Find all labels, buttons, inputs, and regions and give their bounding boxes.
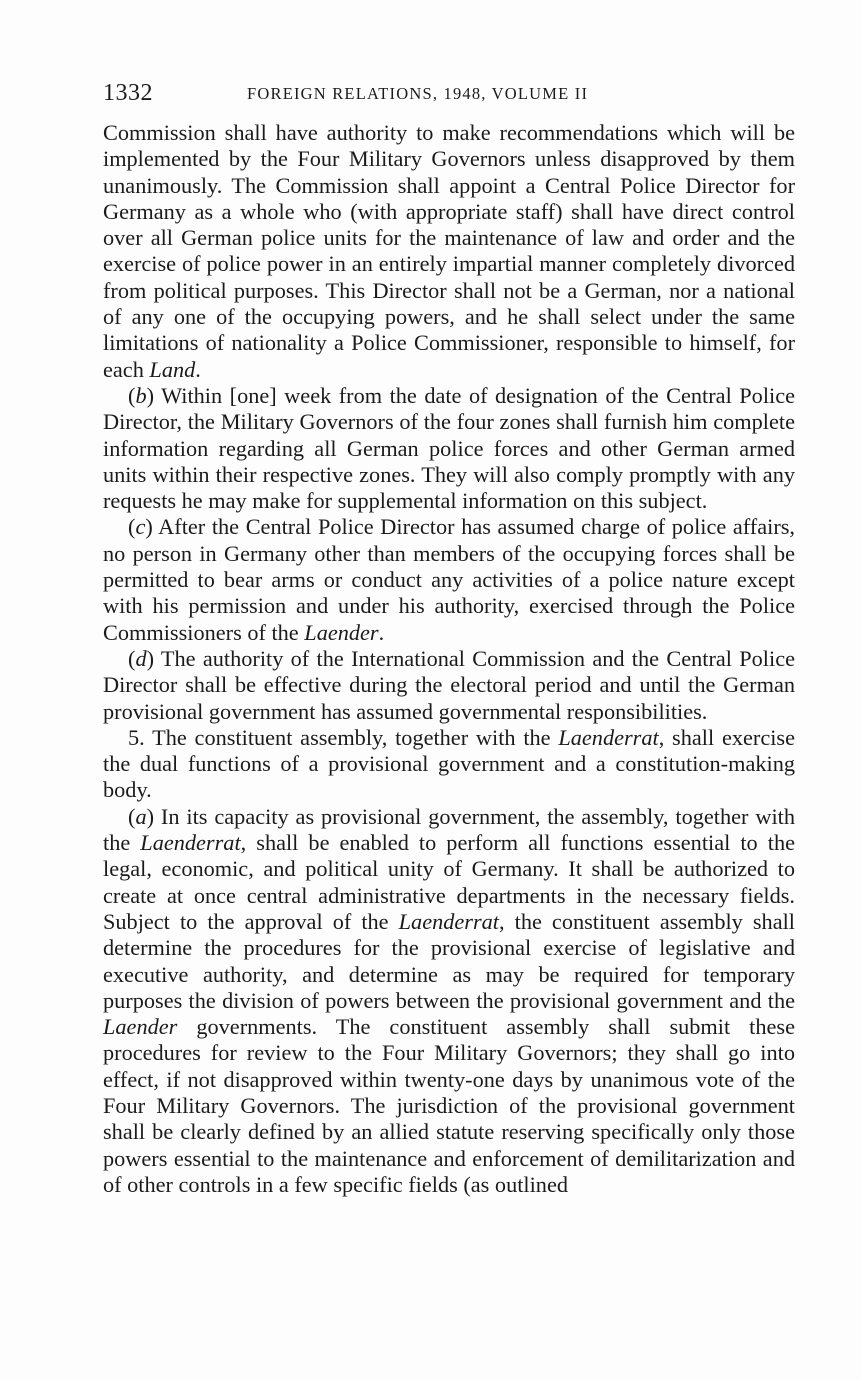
running-head: FOREIGN RELATIONS, 1948, VOLUME II (247, 84, 589, 103)
text-run: ( (128, 382, 136, 408)
text-run: , the constituent assembly shall determine the procedures for the provisional exercise of legislative and executive authority, and determine as may be required for temporary purposes the division of powers between the provisional government and the (103, 908, 795, 1013)
text-run: ) The authority of the International Commission and the Central Police Director shall be effective during the electoral period and until the German provisional government has assumed governmental responsibilities. (103, 645, 795, 724)
italic-term: Laender (304, 619, 379, 645)
italic-term: Laenderrat (140, 830, 241, 856)
text-run: ) After the Central Police Director has assumed charge of police affairs, no person in Germany other than members of the occupying forces shall be permitted to bear arms or conduct any activities of a police nature except with his permission and under his authority, exercised through the Police Commissioners of the (103, 514, 795, 645)
text-run: . (378, 619, 385, 645)
italic-term: Laenderrat (398, 908, 499, 934)
body-text (103, 120, 795, 1198)
text-run: , shall exercise the dual functions of a provisional government and a constitution-making body. (103, 724, 795, 803)
text-run: 5. The constituent assembly, together with the (128, 724, 559, 750)
item-label: a (135, 803, 147, 829)
paragraph-commission-authority (103, 120, 795, 383)
text-run: ) In its capacity as provisional government, the assembly, together with the (103, 803, 795, 856)
item-label: d (135, 645, 147, 671)
text-run: Commission shall have authority to make recommendations which will be implemented by the Four Military Governors unless disapproved by them unanimously. The Commission shall appoint a Central Police Director for Germany as a whole who (with appropriate staff) shall have direct control over all German police units for the maintenance of law and order and the exercise of police power in an entirely impartial manner completely divorced from political purposes. This Director shall not be a German, nor a national of any one of the occupying powers, and he shall select under the same limitations of nationality a Police Commissioner, responsible to himself, for each (103, 120, 795, 382)
italic-term: Laenderrat (558, 724, 659, 750)
text-run: . (195, 356, 201, 382)
item-label: b (135, 382, 147, 408)
paragraph-c (103, 514, 795, 645)
text-run: governments. The constituent assembly shall submit these procedures for review to the Four Military Governors; they shall go into effect, if not disapproved within twenty-one days by unanimous vote of the Four Military Governors. The jurisdiction of the provisional government shall be clearly defined by an allied statute reserving specifically only those powers essential to the maintenance and enforcement of demilitarization and of other controls in a few specific fields (as outlined (103, 1014, 795, 1197)
text-run: , shall be enabled to perform all functions essential to the legal, economic, and political unity of Germany. It shall be authorized to create at once central administrative departments in the necessary fields. Subject to the approval of the (103, 830, 795, 934)
text-run: ( (128, 803, 136, 829)
page-number: 1332 (103, 80, 153, 106)
page-header (103, 80, 795, 110)
text-run: ( (128, 645, 136, 671)
paragraph-b (103, 383, 795, 514)
italic-term: Land (149, 356, 196, 382)
text-run: ( (128, 514, 136, 540)
item-label: c (135, 514, 146, 540)
italic-term: Laender (103, 1014, 178, 1040)
paragraph-5a (103, 804, 795, 1198)
paragraph-d (103, 646, 795, 725)
paragraph-5 (103, 725, 795, 804)
text-run: ) Within [one] week from the date of designation of the Central Police Director, the Military Governors of the four zones shall furnish him complete information regarding all German police forces and other German armed units within their respective zones. They will also comply promptly with any requests he may make for supplemental information on this subject. (103, 382, 795, 514)
